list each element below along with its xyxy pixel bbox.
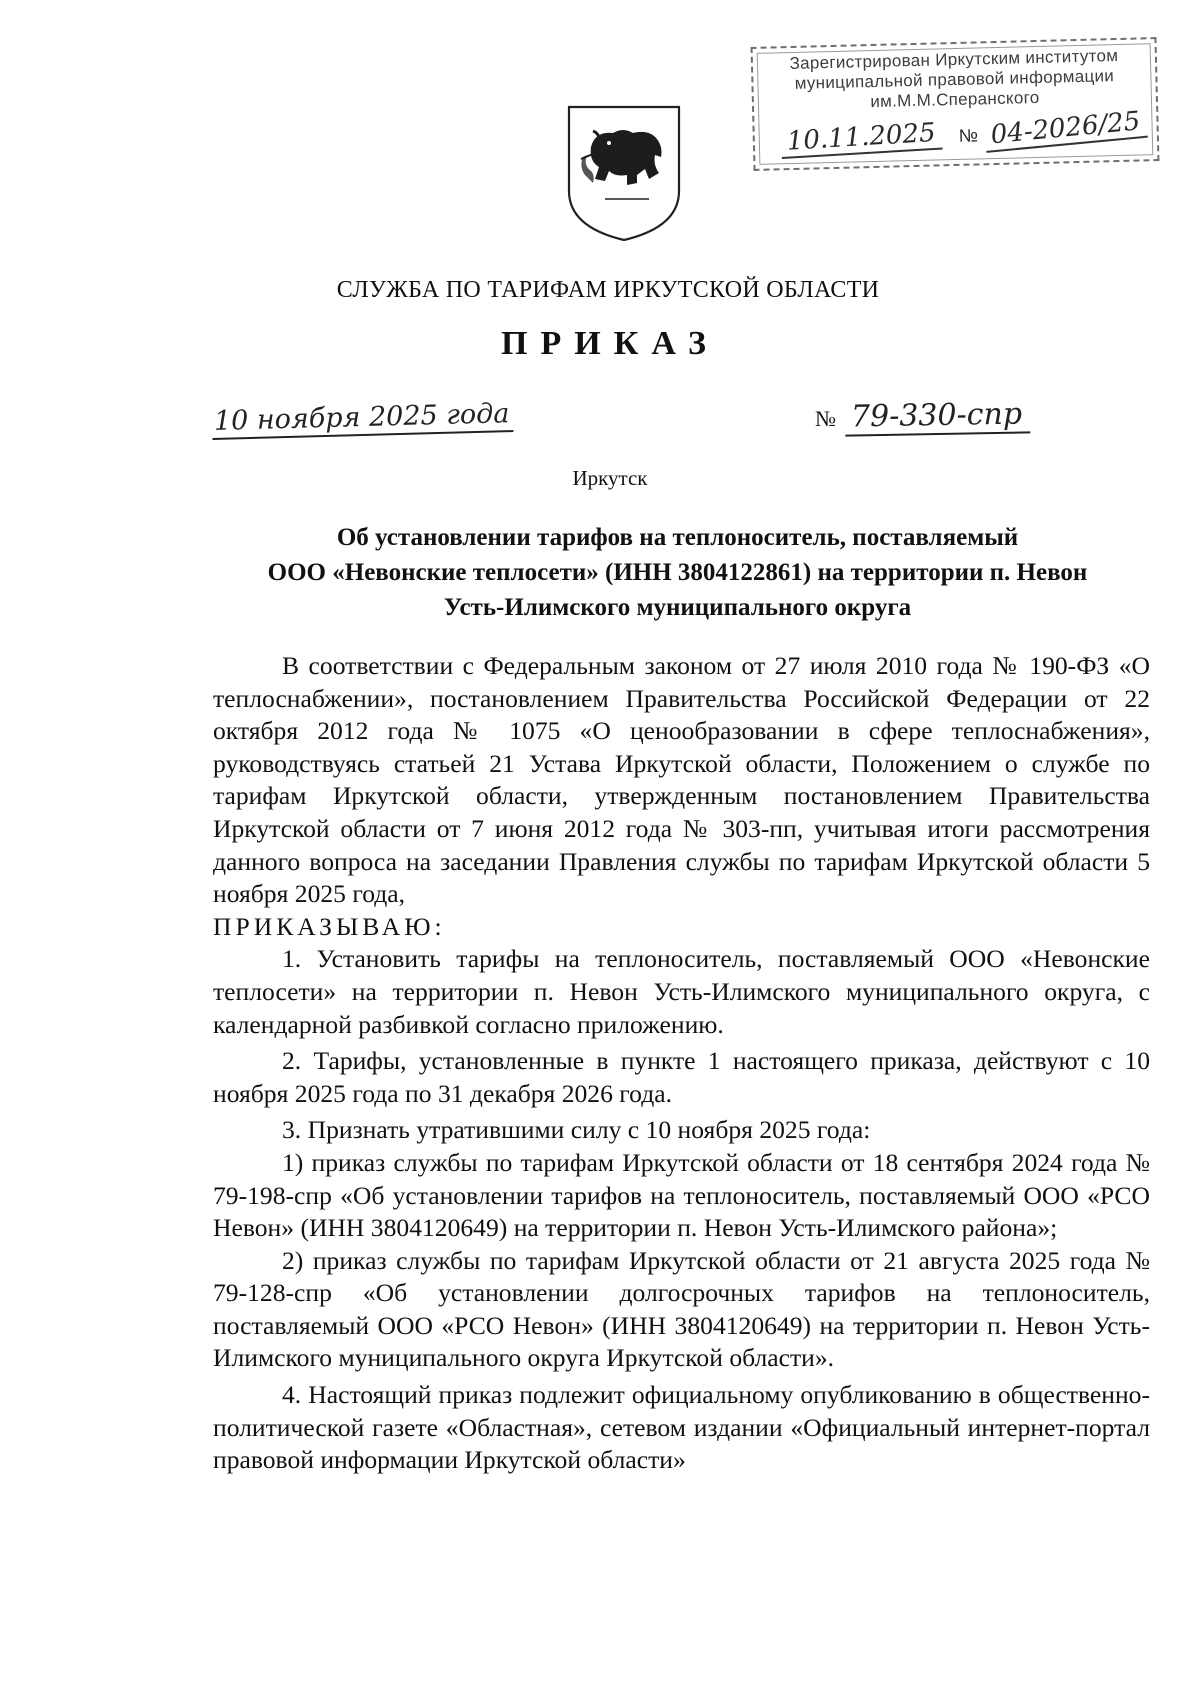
title-line-2: ООО «Невонские теплосети» (ИНН 3804122861) на территории п. Невон xyxy=(267,559,1088,586)
order-date-handwritten: 10 ноября 2025 года xyxy=(212,398,514,440)
order-word: ПРИКАЗЫВАЮ: xyxy=(213,911,446,941)
order-title xyxy=(205,520,1150,625)
coat-of-arms-icon xyxy=(565,103,683,243)
stamp-line-3: им.М.М.Сперанского xyxy=(870,87,1040,112)
registration-stamp xyxy=(751,37,1160,171)
preamble-paragraph: В соответствии с Федеральным законом от 27 июля 2010 года № 190-ФЗ «О теплоснабжении», постановлением Правительства Российской Федерации от 22 октября 2012 года № 1075 «О ценообразовании в сфере теплоснабжения», руководствуясь статьей 21 Устава Иркутской области, Положением о службе по тарифам Иркутской области, утвержденным постановлением Правительства Иркутской области от 7 июня 2012 года № 303-пп, учитывая итоги рассмотрения данного вопроса на заседании Правления службы по тарифам Иркутской области 5 ноября 2025 года, xyxy=(213,651,1150,909)
order-body xyxy=(213,650,1150,1477)
item-3-sub-1: 1) приказ службы по тарифам Иркутской области от 18 сентября 2024 года № 79-198-спр «Об установлении тарифов на теплоноситель, поставляемый ООО «РСО Невон» (ИНН 3804120649) на территории п. Невон Усть-Илимского района»; xyxy=(213,1147,1150,1243)
item-4: 4. Настоящий приказ подлежит официальному опубликованию в общественно-политической газете «Областная», сетевом издании «Официальный интернет-портал правовой информации Иркутской области» xyxy=(213,1380,1150,1475)
title-line-3: Усть-Илимского муниципального округа xyxy=(443,594,912,621)
item-2: 2. Тарифы, установленные в пункте 1 настоящего приказа, действуют с 10 ноября 2025 года по 31 декабря 2026 года. xyxy=(213,1046,1150,1108)
stamp-handwritten-row xyxy=(762,106,1149,158)
order-number-label: № xyxy=(815,406,836,431)
city-name: Иркутск xyxy=(572,466,648,490)
stamp-number-label: № xyxy=(958,125,979,146)
stamp-line-1: Зарегистрирован Иркутским институтом xyxy=(789,45,1119,74)
item-3: 3. Признать утратившими силу с 10 ноября 2025 года: xyxy=(282,1115,871,1145)
stamp-date: 10.11.2025 xyxy=(780,118,942,159)
title-line-1: Об установлении тарифов на теплоноситель, поставляемый xyxy=(336,524,1019,551)
item-3-sub-2: 2) приказ службы по тарифам Иркутской области от 21 августа 2025 года № 79-128-спр «Об установлении долгосрочных тарифов на теплоноситель, поставляемый ООО «РСО Невон» (ИНН 3804120649) на территории п. Невон Усть-Илимского муниципального округа Иркутской области». xyxy=(213,1245,1150,1373)
stamp-line-2: муниципальной правовой информации xyxy=(794,66,1115,93)
item-1: 1. Установить тарифы на теплоноситель, поставляемый ООО «Невонские теплосети» на территории п. Невон Усть-Илимского муниципального округа, с календарной разбивкой согласно приложению. xyxy=(213,944,1150,1039)
stamp-number: 04-2026/25 xyxy=(984,106,1148,153)
organization-name: СЛУЖБА ПО ТАРИФАМ ИРКУТСКОЙ ОБЛАСТИ xyxy=(336,277,880,303)
order-number-handwritten: 79-330-спр xyxy=(845,396,1031,436)
document-type-title: ПРИКАЗ xyxy=(501,325,719,362)
